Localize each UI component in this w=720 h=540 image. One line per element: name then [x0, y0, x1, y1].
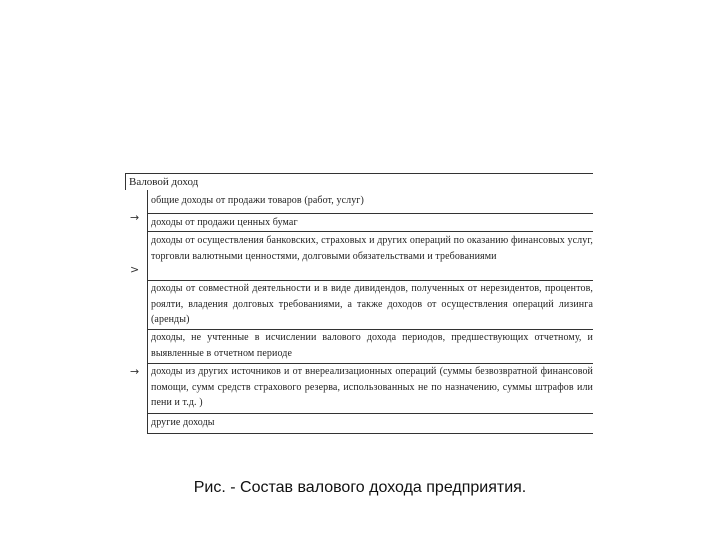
item-divider: [147, 433, 593, 434]
arrow-right-icon: →: [130, 365, 140, 378]
income-item-securities: доходы от продажи ценных бумаг: [151, 217, 298, 228]
income-item-sales: общие доходы от продажи товаров (работ, услуг): [151, 195, 364, 206]
figure-caption: Рис. - Состав валового дохода предприятия.: [193, 479, 527, 496]
income-item-joint-activity: доходы от совместной деятельности и в виде дивидендов, полученных от нерезидентов, процентов, роялти, владения долговых требованиями, а также доходов от осуществления операций лизинга (аренды): [151, 283, 593, 325]
chevron-right-icon: >: [130, 263, 140, 276]
diagram-title-box: [125, 173, 593, 190]
arrow-right-icon: →: [130, 211, 140, 224]
item-divider: [147, 231, 593, 232]
income-item-other: другие доходы: [151, 417, 215, 428]
income-item-other-sources: доходы из других источников и от внереализационных операций (суммы безвозвратной финансовой помощи, сумм средств страхового резерва, использованных не по назначению, суммы штрафов или пени и т.д. ): [151, 366, 593, 408]
item-divider: [147, 413, 593, 414]
diagram-spine: [147, 190, 148, 434]
item-divider: [147, 213, 593, 214]
income-item-financial-services: доходы от осуществления банковских, страховых и других операций по оказанию финансовых услуг, торговли валютными ценностями, долговыми обязательствами и требованиями: [151, 235, 593, 262]
diagram-title: Валовой доход: [129, 176, 199, 188]
income-item-prior-periods: доходы, не учтенные в исчислении валового дохода периодов, предшествующих отчетному, и выявленные в отчетном периоде: [151, 332, 593, 359]
